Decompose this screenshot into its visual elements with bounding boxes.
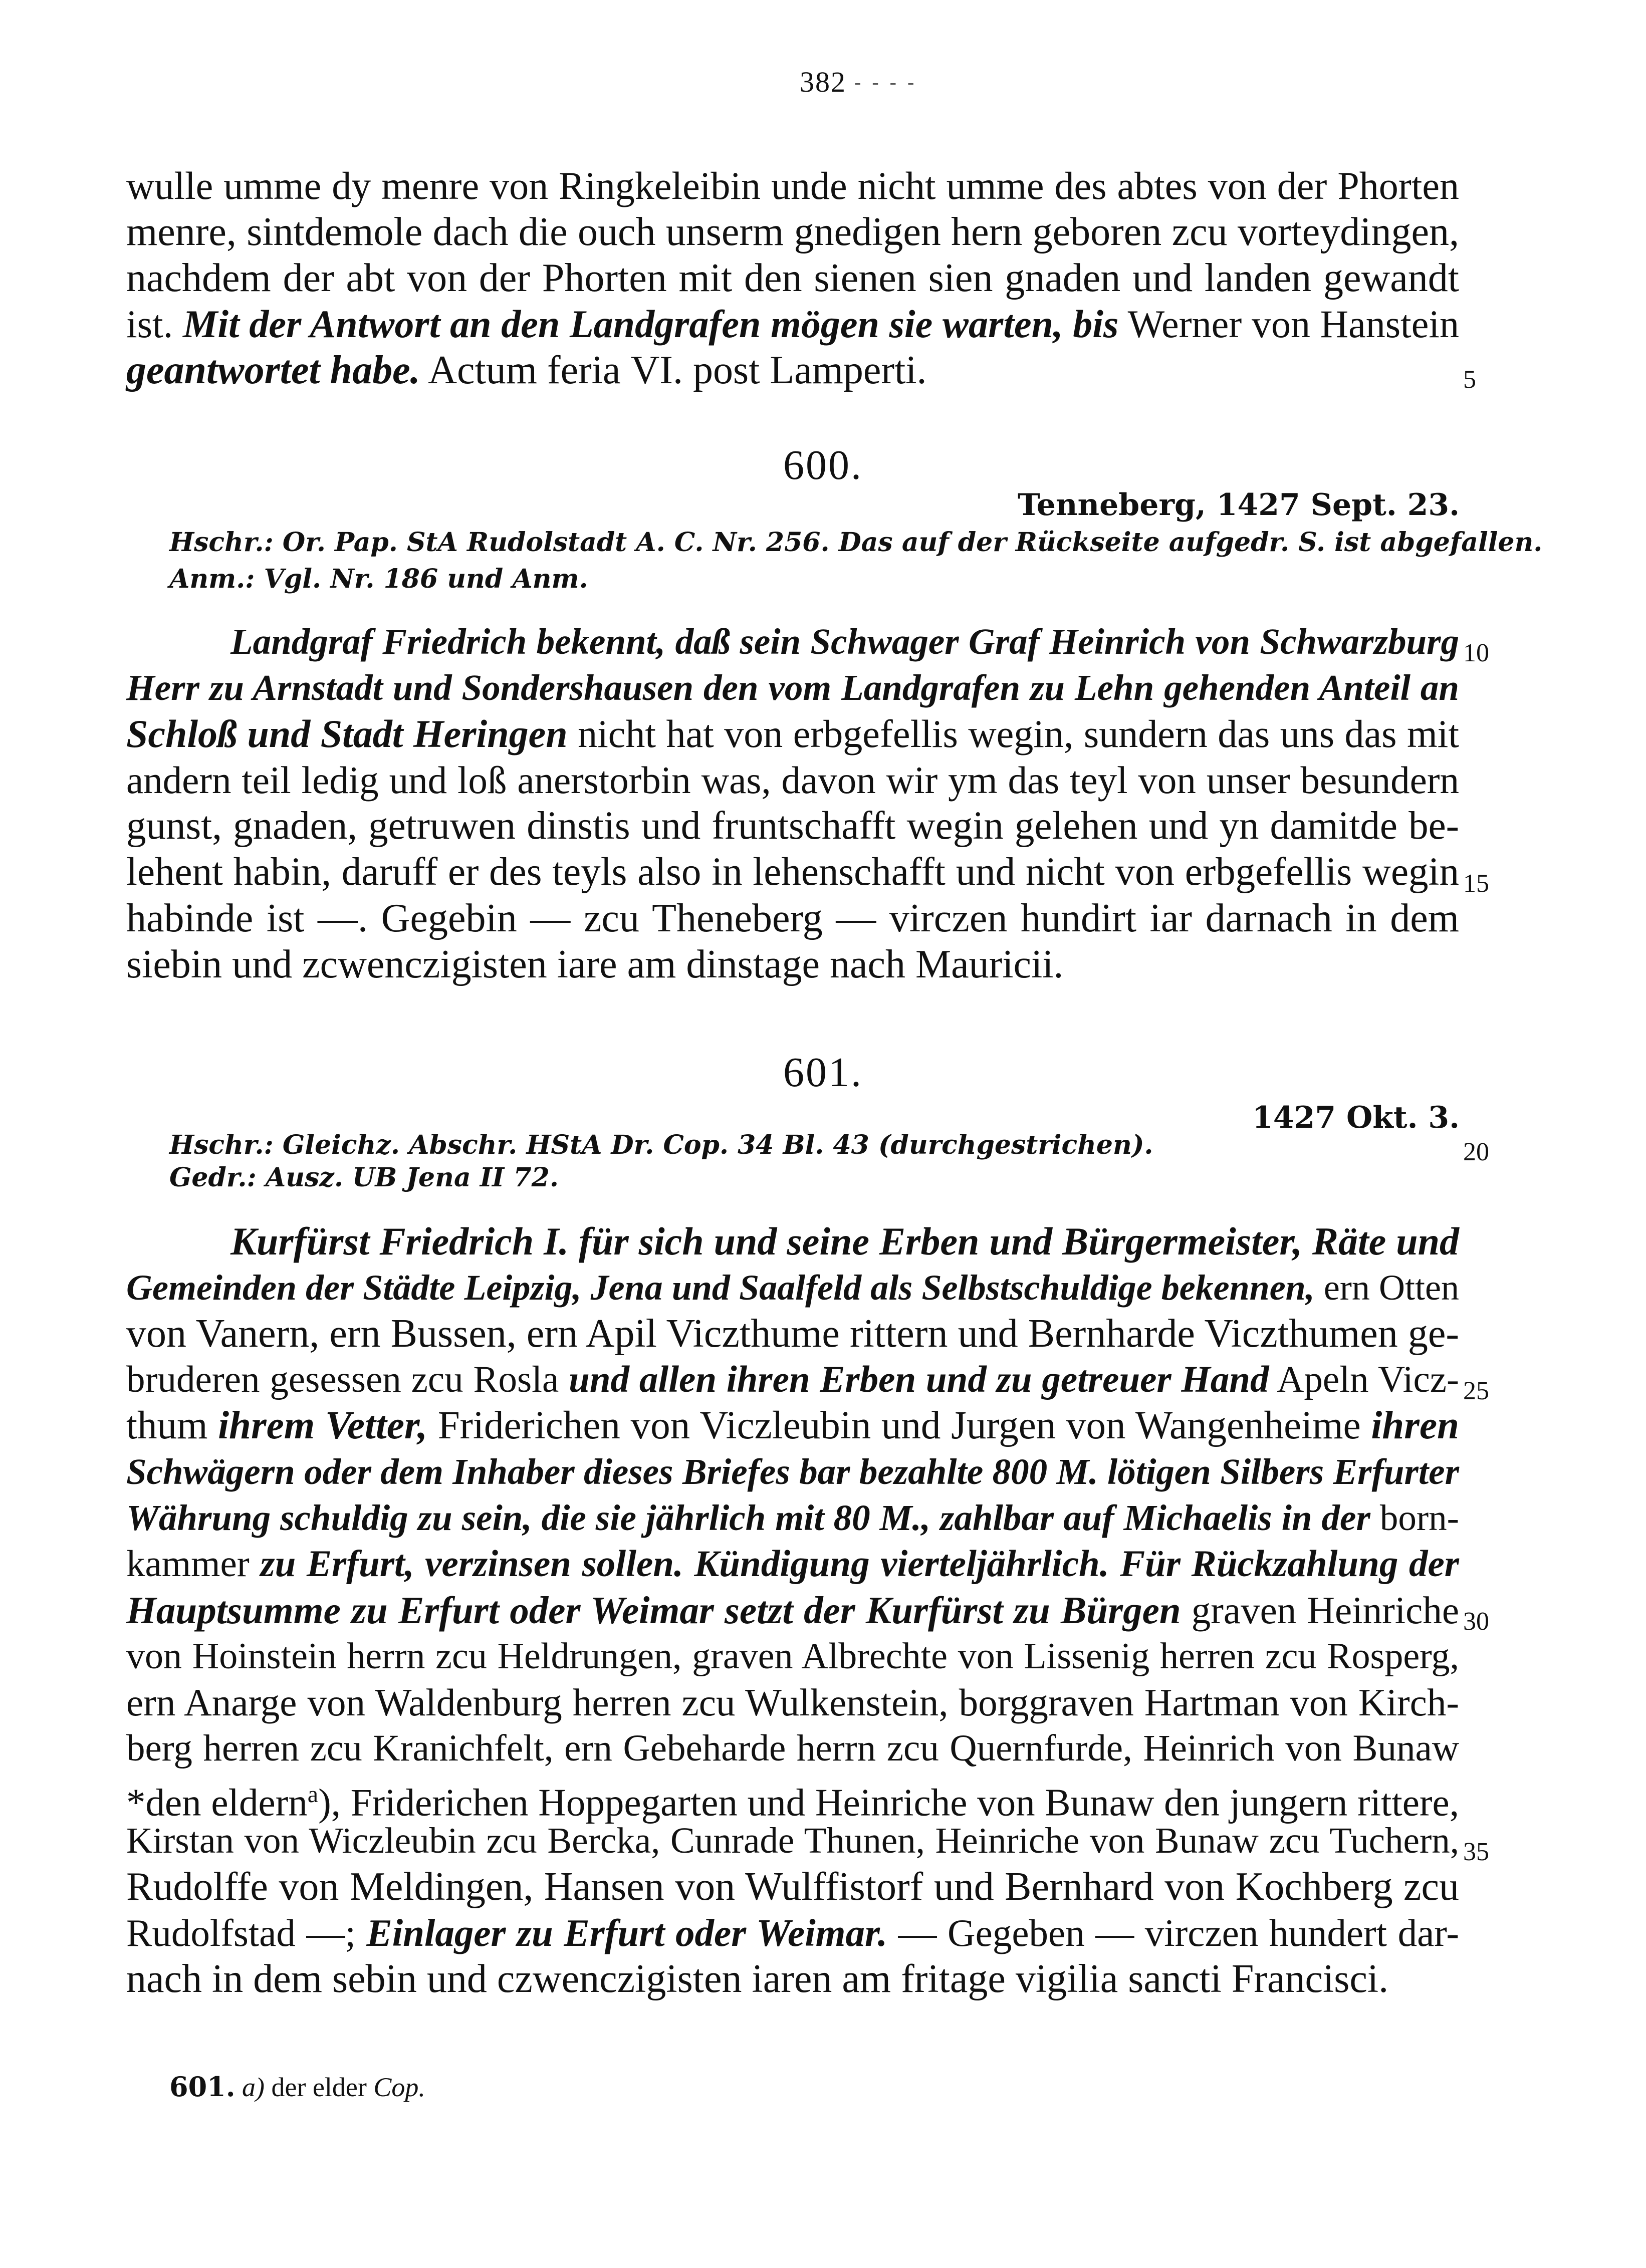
intro-line-4-a: ist. [126, 302, 183, 346]
intro-line-4-c: Werner von Hanstein [1118, 302, 1460, 346]
doc-600-line-4: andern teil ledig und loß anerstorbin was, davon wir ym das teyl von unser besundern [126, 759, 1459, 802]
doc-601-line-8-a: kammer [126, 1543, 261, 1585]
doc-601-line-16-a: Rudolfstad —; [126, 1911, 367, 1954]
doc-601-line-4-b: und allen ihren Erben und zu getreuer Hand [569, 1359, 1269, 1400]
doc-601-dateline: 1427 Okt. 3. [1252, 1100, 1460, 1135]
page-number-value: 382 [800, 66, 846, 98]
intro-line-5-c: VI. [630, 348, 683, 392]
doc-601-line-9-b: graven Heinriche [1181, 1589, 1459, 1632]
doc-601-line-8-b: zu Erfurt, verzinsen sollen. Kündigung vierteljährlich. Für Rückzahlung der [260, 1543, 1459, 1585]
doc-601-line-13-a: *den eldern [126, 1781, 308, 1824]
doc-600-regest-2: Herr zu Arnstadt und Sondershausen den vom Landgrafen zu Lehn gehenden Anteil an [126, 667, 1459, 708]
doc-601-line-7 [126, 1495, 1459, 1541]
page-number-mark: - - - - [854, 71, 917, 93]
doc-601-line-4 [126, 1357, 1459, 1403]
doc-600-line-3-b: nicht hat von erbgefellis wegin, sundern das uns das mit [567, 712, 1459, 755]
line-number-25: 25 [1463, 1377, 1489, 1405]
line-number-30: 30 [1463, 1607, 1489, 1636]
doc-601-note-gedr: Gedr.: Ausz. UB Jena II 72. [169, 1162, 559, 1193]
doc-600-number: 600. [783, 442, 863, 488]
doc-601-line-8 [126, 1541, 1459, 1587]
line-number-35: 35 [1463, 1838, 1489, 1866]
doc-600-note-hschr: Hschr.: Or. Pap. StA Rudolstadt A. C. Nr. 256. Das auf der Rückseite aufgedr. S. ist abgefallen. [169, 527, 1543, 558]
doc-601-line-16-b: Einlager zu Erfurt oder Weimar. [366, 1911, 887, 1954]
line-number-5: 5 [1463, 365, 1476, 394]
doc-601-line-5-a: thum [126, 1404, 218, 1447]
intro-line-5-d: post Lamperti. [682, 348, 927, 392]
intro-line-5-b: Actum feria [420, 348, 631, 392]
doc-601-line-7-a: Währung schuldig zu sein, die sie jährlich mit 80 M., zahlbar auf Michaelis in der [126, 1497, 1370, 1538]
doc-601-line-9 [126, 1587, 1459, 1633]
doc-601-line-5-b: ihrem Vetter, [218, 1404, 428, 1447]
intro-line-5-a: geantwortet habe. [126, 348, 420, 392]
doc-601-line-10: von Hoinstein herrn zcu Heldrungen, graven Albrechte von Lissenig herren zcu Rosperg, [126, 1636, 1459, 1677]
intro-line-5 [126, 347, 1459, 393]
page-number [0, 65, 1646, 99]
doc-600-regest-1: Landgraf Friedrich bekennt, daß sein Schwager Graf Heinrich von Schwarzburg [230, 621, 1459, 662]
doc-601-line-4-c: Apeln Vicz- [1269, 1359, 1459, 1400]
doc-601-line-9-a: Hauptsumme zu Erfurt oder Weimar setzt der Kurfürst zu Bürgen [126, 1589, 1181, 1632]
line-number-20: 20 [1463, 1138, 1489, 1166]
doc-600-line-3-a: Schloß und Stadt Heringen [126, 712, 568, 755]
doc-601-line-16 [126, 1910, 1459, 1956]
doc-601-line-5 [126, 1403, 1459, 1449]
doc-601-line-13-b: ), Friderichen Hoppegarten und Heinriche von Bunaw den jungern rittere, [318, 1781, 1459, 1824]
doc-601-line-6: Schwägern oder dem Inhaber dieses Briefes bar bezahlte 800 M. lötigen Silbers Erfurter [126, 1451, 1459, 1492]
doc-601-note-hschr: Hschr.: Gleichz. Abschr. HStA Dr. Cop. 34 Bl. 43 (durchgestrichen). [169, 1130, 1153, 1160]
doc-600-line-6: lehent habin, daruff er des teyls also in lehenschafft und nicht von erbgefellis wegin [126, 850, 1459, 894]
footnote-text: der elder [265, 2072, 374, 2102]
doc-601-line-15: Rudolffe von Meldingen, Hansen von Wulffistorf und Bernhard von Kochberg zcu [126, 1865, 1459, 1909]
intro-line-3: nachdem der abt von der Phorten mit den sienen sien gnaden und landen gewandt [126, 256, 1459, 300]
doc-601-number: 601. [783, 1049, 863, 1096]
line-number-10: 10 [1463, 639, 1489, 667]
doc-600-line-8: siebin und zcwenczigisten iare am dinstage nach Mauricii. [126, 942, 1064, 986]
doc-601-line-5-d: ihren [1371, 1404, 1459, 1447]
intro-line-2: menre, sintdemole dach die ouch unserm gnedigen hern geboren zcu vorteydingen, [126, 210, 1459, 254]
doc-600-line-7: habinde ist —. Gegebin — zcu Theneberg — virczen hundirt iar darnach in dem [126, 896, 1459, 940]
footnote-ref: 601. [169, 2071, 236, 2103]
doc-601-line-17: nach in dem sebin und czwenczigisten iaren am fritage vigilia sancti Francisci. [126, 1957, 1389, 2001]
doc-601-line-3: von Vanern, ern Bussen, ern Apil Viczthume rittern und Bernharde Viczthumen ge- [126, 1312, 1459, 1356]
doc-601-line-2-b: ern Otten [1314, 1268, 1459, 1308]
footnote [169, 2071, 425, 2103]
footnote-label: a) [242, 2072, 265, 2102]
doc-601-line-2 [126, 1265, 1459, 1311]
line-number-15: 15 [1463, 869, 1489, 898]
doc-600-line-5: gunst, gnaden, getruwen dinstis und fruntschafft wegin gelehen und yn damitde be- [126, 804, 1459, 848]
intro-line-4-b: Mit der Antwort an den Landgrafen mögen sie warten, bis [182, 302, 1119, 346]
doc-601-line-16-c: — Gegeben — virczen hundert dar- [887, 1911, 1460, 1954]
doc-601-line-13-sup: a [307, 1781, 319, 1808]
doc-601-line-4-a: bruderen gesessen zcu Rosla [126, 1359, 569, 1400]
doc-600-note-anm: Anm.: Vgl. Nr. 186 und Anm. [169, 564, 588, 594]
doc-600-dateline: Tenneberg, 1427 Sept. 23. [1017, 487, 1460, 523]
doc-601-line-2-a: Gemeinden der Städte Leipzig, Jena und Saalfeld als Selbstschuldige bekennen, [126, 1268, 1315, 1308]
doc-600-line-3 [126, 711, 1459, 757]
intro-line-1: wulle umme dy menre von Ringkeleibin unde nicht umme des abtes von der Phorten [126, 164, 1459, 207]
doc-601-line-11: ern Anarge von Waldenburg herren zcu Wulkenstein, borggraven Hartman von Kirch- [126, 1681, 1459, 1724]
doc-601-line-1: Kurfürst Friedrich I. für sich und seine Erben und Bürgermeister, Räte und [230, 1219, 1459, 1263]
doc-601-line-5-c: Friderichen von Viczleubin und Jurgen von Wangenheime [427, 1404, 1371, 1447]
doc-601-line-12: berg herren zcu Kranichfelt, ern Gebeharde herrn zcu Quernfurde, Heinrich von Bunaw [126, 1727, 1459, 1769]
footnote-source: Cop. [373, 2072, 425, 2102]
intro-line-4 [126, 301, 1459, 347]
doc-601-line-7-b: born- [1370, 1497, 1459, 1538]
doc-601-line-14: Kirstan von Wiczleubin zcu Bercka, Cunrade Thunen, Heinriche von Bunaw zcu Tuchern, [126, 1820, 1459, 1861]
